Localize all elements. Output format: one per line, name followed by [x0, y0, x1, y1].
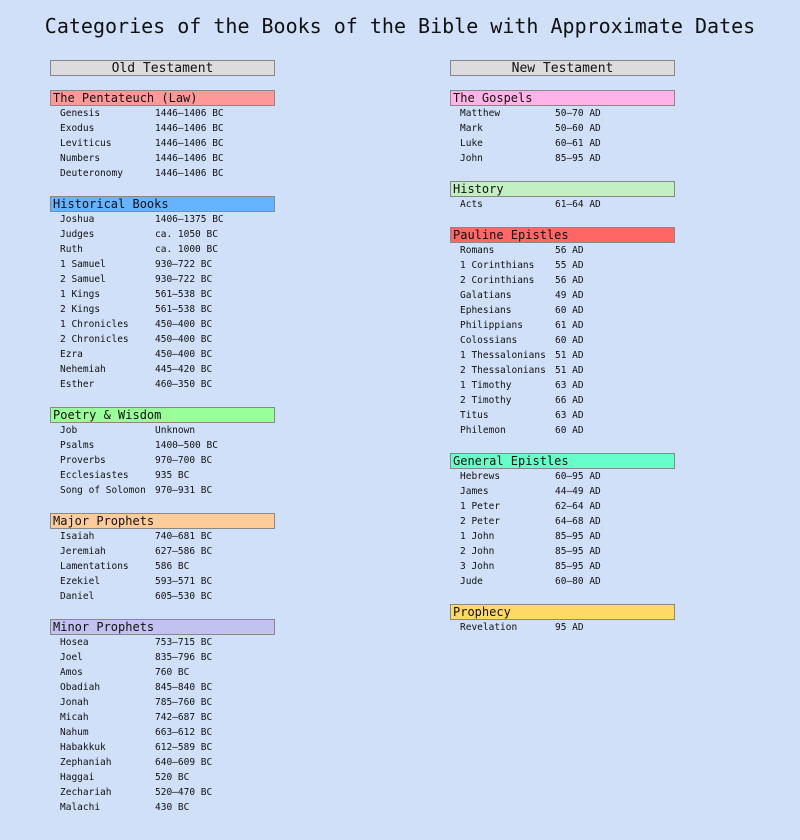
book-date: 64–68 AD — [555, 516, 601, 527]
book-date: 845–840 BC — [155, 682, 213, 693]
book-name: 2 Thessalonians — [460, 365, 546, 376]
category-section — [50, 619, 275, 815]
category-section — [450, 453, 675, 589]
book-name: 2 John — [460, 546, 495, 557]
book-date: 450–400 BC — [155, 334, 213, 345]
category-header: Historical Books — [50, 196, 275, 212]
book-row — [450, 514, 675, 529]
book-date: 85–95 AD — [555, 531, 601, 542]
book-row — [50, 347, 275, 362]
book-name: Deuteronomy — [60, 168, 123, 179]
book-row — [450, 574, 675, 589]
book-name: Hosea — [60, 637, 89, 648]
book-name: Nahum — [60, 727, 89, 738]
book-date: 60 AD — [555, 335, 584, 346]
book-date: 785–760 BC — [155, 697, 213, 708]
category-header: The Pentateuch (Law) — [50, 90, 275, 106]
book-name: Philemon — [460, 425, 506, 436]
old-testament-header: Old Testament — [50, 60, 275, 76]
book-row — [50, 227, 275, 242]
book-date: 60 AD — [555, 305, 584, 316]
book-date: 85–95 AD — [555, 561, 601, 572]
book-name: Micah — [60, 712, 89, 723]
book-row — [50, 362, 275, 377]
book-row — [50, 529, 275, 544]
book-name: Song of Solomon — [60, 485, 146, 496]
category-section — [50, 90, 275, 181]
book-row — [50, 121, 275, 136]
book-row — [450, 197, 675, 212]
book-date: 61 AD — [555, 320, 584, 331]
book-name: Jonah — [60, 697, 89, 708]
book-row — [450, 273, 675, 288]
book-date: 930–722 BC — [155, 259, 213, 270]
new-testament-categories — [450, 90, 675, 635]
book-date: 55 AD — [555, 260, 584, 271]
book-row — [50, 242, 275, 257]
book-row — [450, 106, 675, 121]
category-section — [50, 513, 275, 604]
book-name: Judges — [60, 229, 95, 240]
book-name: Philippians — [460, 320, 523, 331]
book-name: Ephesians — [460, 305, 512, 316]
book-row — [50, 785, 275, 800]
book-date: Unknown — [155, 425, 196, 436]
book-row — [50, 680, 275, 695]
book-row — [50, 166, 275, 181]
category-section — [450, 604, 675, 635]
book-name: Revelation — [460, 622, 518, 633]
book-name: 1 Chronicles — [60, 319, 129, 330]
book-date: 663–612 BC — [155, 727, 213, 738]
book-name: 1 John — [460, 531, 495, 542]
book-name: Nehemiah — [60, 364, 106, 375]
book-row — [50, 770, 275, 785]
book-date: 935 BC — [155, 470, 190, 481]
book-date: 605–530 BC — [155, 591, 213, 602]
book-date: 1446–1406 BC — [155, 108, 224, 119]
book-date: 593–571 BC — [155, 576, 213, 587]
book-name: Ruth — [60, 244, 83, 255]
book-name: 2 Corinthians — [460, 275, 535, 286]
book-date: 60–61 AD — [555, 138, 601, 149]
book-name: Esther — [60, 379, 95, 390]
book-name: Romans — [460, 245, 495, 256]
book-date: 60–80 AD — [555, 576, 601, 587]
book-row — [450, 136, 675, 151]
category-section — [450, 181, 675, 212]
book-date: 1446–1406 BC — [155, 123, 224, 134]
book-name: Matthew — [460, 108, 501, 119]
book-name: Mark — [460, 123, 483, 134]
book-name: Jude — [460, 576, 483, 587]
book-date: 445–420 BC — [155, 364, 213, 375]
book-row — [50, 317, 275, 332]
book-date: 740–681 BC — [155, 531, 213, 542]
book-name: Ezekiel — [60, 576, 101, 587]
book-row — [50, 544, 275, 559]
book-date: 970–931 BC — [155, 485, 213, 496]
book-row — [450, 303, 675, 318]
book-date: 60–95 AD — [555, 471, 601, 482]
book-date: 450–400 BC — [155, 349, 213, 360]
book-row — [50, 755, 275, 770]
book-date: 586 BC — [155, 561, 190, 572]
book-row — [50, 377, 275, 392]
book-row — [50, 665, 275, 680]
book-date: 430 BC — [155, 802, 190, 813]
book-row — [450, 484, 675, 499]
book-name: Lamentations — [60, 561, 129, 572]
book-row — [50, 635, 275, 650]
book-name: Titus — [460, 410, 489, 421]
book-row — [450, 121, 675, 136]
book-date: 85–95 AD — [555, 546, 601, 557]
book-name: Acts — [460, 199, 483, 210]
book-row — [450, 378, 675, 393]
book-name: Isaiah — [60, 531, 95, 542]
book-date: 61–64 AD — [555, 199, 601, 210]
old-testament-categories — [50, 90, 275, 815]
book-name: 1 Thessalonians — [460, 350, 546, 361]
book-row — [50, 438, 275, 453]
book-row — [50, 483, 275, 498]
book-row — [450, 363, 675, 378]
book-name: Joshua — [60, 214, 95, 225]
book-date: 51 AD — [555, 365, 584, 376]
book-row — [450, 499, 675, 514]
book-name: 2 Samuel — [60, 274, 106, 285]
book-name: Daniel — [60, 591, 95, 602]
book-date: 95 AD — [555, 622, 584, 633]
book-name: Proverbs — [60, 455, 106, 466]
book-name: 1 Timothy — [460, 380, 512, 391]
category-section — [50, 407, 275, 498]
book-row — [50, 589, 275, 604]
book-name: Amos — [60, 667, 83, 678]
book-row — [450, 544, 675, 559]
book-row — [450, 423, 675, 438]
book-row — [450, 620, 675, 635]
book-date: 930–722 BC — [155, 274, 213, 285]
book-date: 51 AD — [555, 350, 584, 361]
book-row — [450, 243, 675, 258]
book-name: 2 Peter — [460, 516, 501, 527]
book-row — [50, 800, 275, 815]
book-date: 50–70 AD — [555, 108, 601, 119]
book-row — [50, 650, 275, 665]
category-section — [450, 227, 675, 438]
book-name: 1 Peter — [460, 501, 501, 512]
book-date: 970–700 BC — [155, 455, 213, 466]
category-header: Poetry & Wisdom — [50, 407, 275, 423]
book-name: Ecclesiastes — [60, 470, 129, 481]
book-date: 627–586 BC — [155, 546, 213, 557]
book-name: Habakkuk — [60, 742, 106, 753]
book-date: 63 AD — [555, 380, 584, 391]
book-name: Zephaniah — [60, 757, 112, 768]
book-date: 450–400 BC — [155, 319, 213, 330]
book-row — [50, 151, 275, 166]
book-date: 66 AD — [555, 395, 584, 406]
category-section — [50, 196, 275, 392]
book-date: 1446–1406 BC — [155, 138, 224, 149]
book-date: 1400–500 BC — [155, 440, 218, 451]
book-row — [50, 106, 275, 121]
book-date: 640–609 BC — [155, 757, 213, 768]
book-date: 520 BC — [155, 772, 190, 783]
page-title: Categories of the Books of the Bible with Approximate Dates — [44, 14, 756, 38]
book-name: Obadiah — [60, 682, 101, 693]
book-row — [450, 393, 675, 408]
book-date: 760 BC — [155, 667, 190, 678]
book-name: Exodus — [60, 123, 95, 134]
book-row — [450, 559, 675, 574]
book-row — [50, 453, 275, 468]
old-testament-column — [50, 60, 275, 830]
book-date: 561–538 BC — [155, 304, 213, 315]
book-row — [50, 287, 275, 302]
book-row — [50, 468, 275, 483]
book-date: 460–350 BC — [155, 379, 213, 390]
book-name: Galatians — [460, 290, 512, 301]
book-name: Job — [60, 425, 78, 436]
category-header: History — [450, 181, 675, 197]
book-date: 1446–1406 BC — [155, 168, 224, 179]
book-name: Zechariah — [60, 787, 112, 798]
new-testament-column — [450, 60, 675, 650]
book-row — [50, 257, 275, 272]
category-header: Prophecy — [450, 604, 675, 620]
category-header: General Epistles — [450, 453, 675, 469]
book-name: 2 Kings — [60, 304, 101, 315]
book-name: Leviticus — [60, 138, 112, 149]
book-name: Malachi — [60, 802, 101, 813]
category-header: Major Prophets — [50, 513, 275, 529]
book-date: 60 AD — [555, 425, 584, 436]
book-row — [50, 423, 275, 438]
book-name: 3 John — [460, 561, 495, 572]
book-row — [50, 574, 275, 589]
book-name: 1 Kings — [60, 289, 101, 300]
book-name: Hebrews — [460, 471, 501, 482]
book-name: Luke — [460, 138, 483, 149]
book-row — [450, 318, 675, 333]
book-row — [450, 288, 675, 303]
book-date: 50–60 AD — [555, 123, 601, 134]
book-date: 561–538 BC — [155, 289, 213, 300]
book-row — [450, 529, 675, 544]
book-date: 62–64 AD — [555, 501, 601, 512]
book-date: 49 AD — [555, 290, 584, 301]
book-name: John — [460, 153, 483, 164]
book-date: ca. 1000 BC — [155, 244, 218, 255]
book-row — [50, 559, 275, 574]
book-name: 1 Corinthians — [460, 260, 535, 271]
book-row — [450, 151, 675, 166]
book-name: James — [460, 486, 489, 497]
category-section — [450, 90, 675, 166]
book-name: Joel — [60, 652, 83, 663]
book-date: 56 AD — [555, 275, 584, 286]
book-row — [50, 272, 275, 287]
book-name: Colossians — [460, 335, 518, 346]
category-header: Minor Prophets — [50, 619, 275, 635]
category-header: Pauline Epistles — [450, 227, 675, 243]
book-date: 753–715 BC — [155, 637, 213, 648]
book-name: Genesis — [60, 108, 101, 119]
book-row — [450, 348, 675, 363]
book-name: Psalms — [60, 440, 95, 451]
book-row — [450, 258, 675, 273]
book-date: 1406–1375 BC — [155, 214, 224, 225]
book-name: Haggai — [60, 772, 95, 783]
book-name: Numbers — [60, 153, 101, 164]
book-name: 2 Chronicles — [60, 334, 129, 345]
book-row — [50, 332, 275, 347]
book-row — [450, 333, 675, 348]
book-row — [50, 710, 275, 725]
book-row — [50, 212, 275, 227]
book-date: 1446–1406 BC — [155, 153, 224, 164]
book-name: Jeremiah — [60, 546, 106, 557]
book-row — [50, 725, 275, 740]
book-row — [450, 469, 675, 484]
book-row — [50, 740, 275, 755]
book-date: 63 AD — [555, 410, 584, 421]
book-date: 835–796 BC — [155, 652, 213, 663]
category-header: The Gospels — [450, 90, 675, 106]
new-testament-header: New Testament — [450, 60, 675, 76]
book-row — [50, 695, 275, 710]
book-date: 742–687 BC — [155, 712, 213, 723]
book-name: 1 Samuel — [60, 259, 106, 270]
book-date: 85–95 AD — [555, 153, 601, 164]
book-date: ca. 1050 BC — [155, 229, 218, 240]
book-date: 56 AD — [555, 245, 584, 256]
book-date: 44–49 AD — [555, 486, 601, 497]
book-row — [50, 136, 275, 151]
book-name: Ezra — [60, 349, 83, 360]
book-name: 2 Timothy — [460, 395, 512, 406]
book-date: 612–589 BC — [155, 742, 213, 753]
book-row — [450, 408, 675, 423]
book-date: 520–470 BC — [155, 787, 213, 798]
book-row — [50, 302, 275, 317]
